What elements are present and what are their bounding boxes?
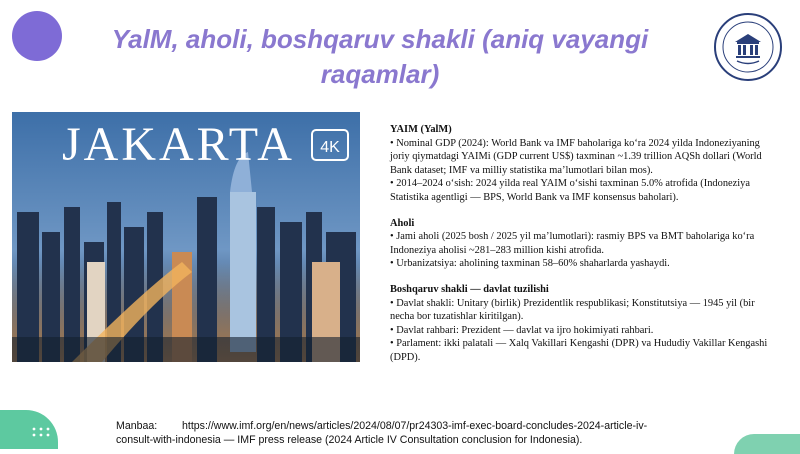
- section-government: [390, 283, 780, 365]
- list-item: • Nominal GDP (2024): World Bank va IMF baholariga ko‘ra 2024 yilda Indoneziyaning joriy qiymatdagi YAIMi (GDP current US$) taxminan ~1.39 trillion AQSh dollari (World Bank dataset; IMF va milliy statistika ma’lumotlari bilan mos).: [390, 137, 762, 176]
- jakarta-city-photo: [12, 112, 360, 362]
- photo-city-text: JAKARTA: [62, 118, 295, 171]
- list-item: • 2014–2024 o‘sish: 2024 yilda real YAIM o‘sishi taxminan 5.0% atrofida (Indoneziya Statistika agentligi — BPS, World Bank va IMF konsensus baholari).: [390, 178, 750, 203]
- decorative-circle: [12, 11, 62, 61]
- list-item: • Davlat shakli: Unitary (birlik) Prezidentlik respublikasi; Konstitutsiya — 1945 yil (bir necha bor tuzatishlar kiritilgan).: [390, 297, 755, 323]
- page-title: YalM, aholi, boshqaruv shakli (aniq vayangi raqamlar): [111, 24, 649, 89]
- source-label: Manbaa:: [116, 420, 158, 432]
- photo-4k-badge: 4K: [320, 139, 340, 156]
- decorative-corner-bottom-right: [734, 434, 800, 454]
- university-logo: [713, 12, 783, 82]
- source-description: consult-with-indonesia — IMF press release (2024 Article IV Consultation conclusion for Indonesia).: [116, 433, 583, 446]
- list-item: • Urbanizatsiya: aholining taxminan 58–60% shaharlarda yashaydi.: [390, 258, 670, 270]
- content-column: [390, 123, 780, 377]
- list-item: • Davlat rahbari: Prezident — davlat va ijro hokimiyati rahbari.: [390, 324, 654, 336]
- source-link[interactable]: https://www.imf.org/en/news/articles/2024/08/07/pr24303-imf-exec-board-concludes-2024-article-iv-: [182, 420, 648, 432]
- section-heading: Aholi: [390, 217, 415, 229]
- source-footer: [116, 420, 756, 447]
- list-item: • Parlament: ikki palatali — Xalq Vakillari Kengashi (DPR) va Hududiy Vakillar Kengashi (DPD).: [390, 338, 768, 363]
- section-heading: Boshqaruv shakli — davlat tuzilishi: [390, 283, 549, 295]
- section-heading: YAIM (YalM): [390, 124, 452, 135]
- section-gdp: [390, 123, 780, 205]
- dots-icon: [32, 427, 52, 446]
- section-population: [390, 217, 780, 271]
- list-item: • Jami aholi (2025 bosh / 2025 yil ma’lumotlari): rasmiy BPS va BMT baholariga ko‘ra Indoneziya aholisi ~281–283 million kishi atrofida.: [390, 231, 755, 256]
